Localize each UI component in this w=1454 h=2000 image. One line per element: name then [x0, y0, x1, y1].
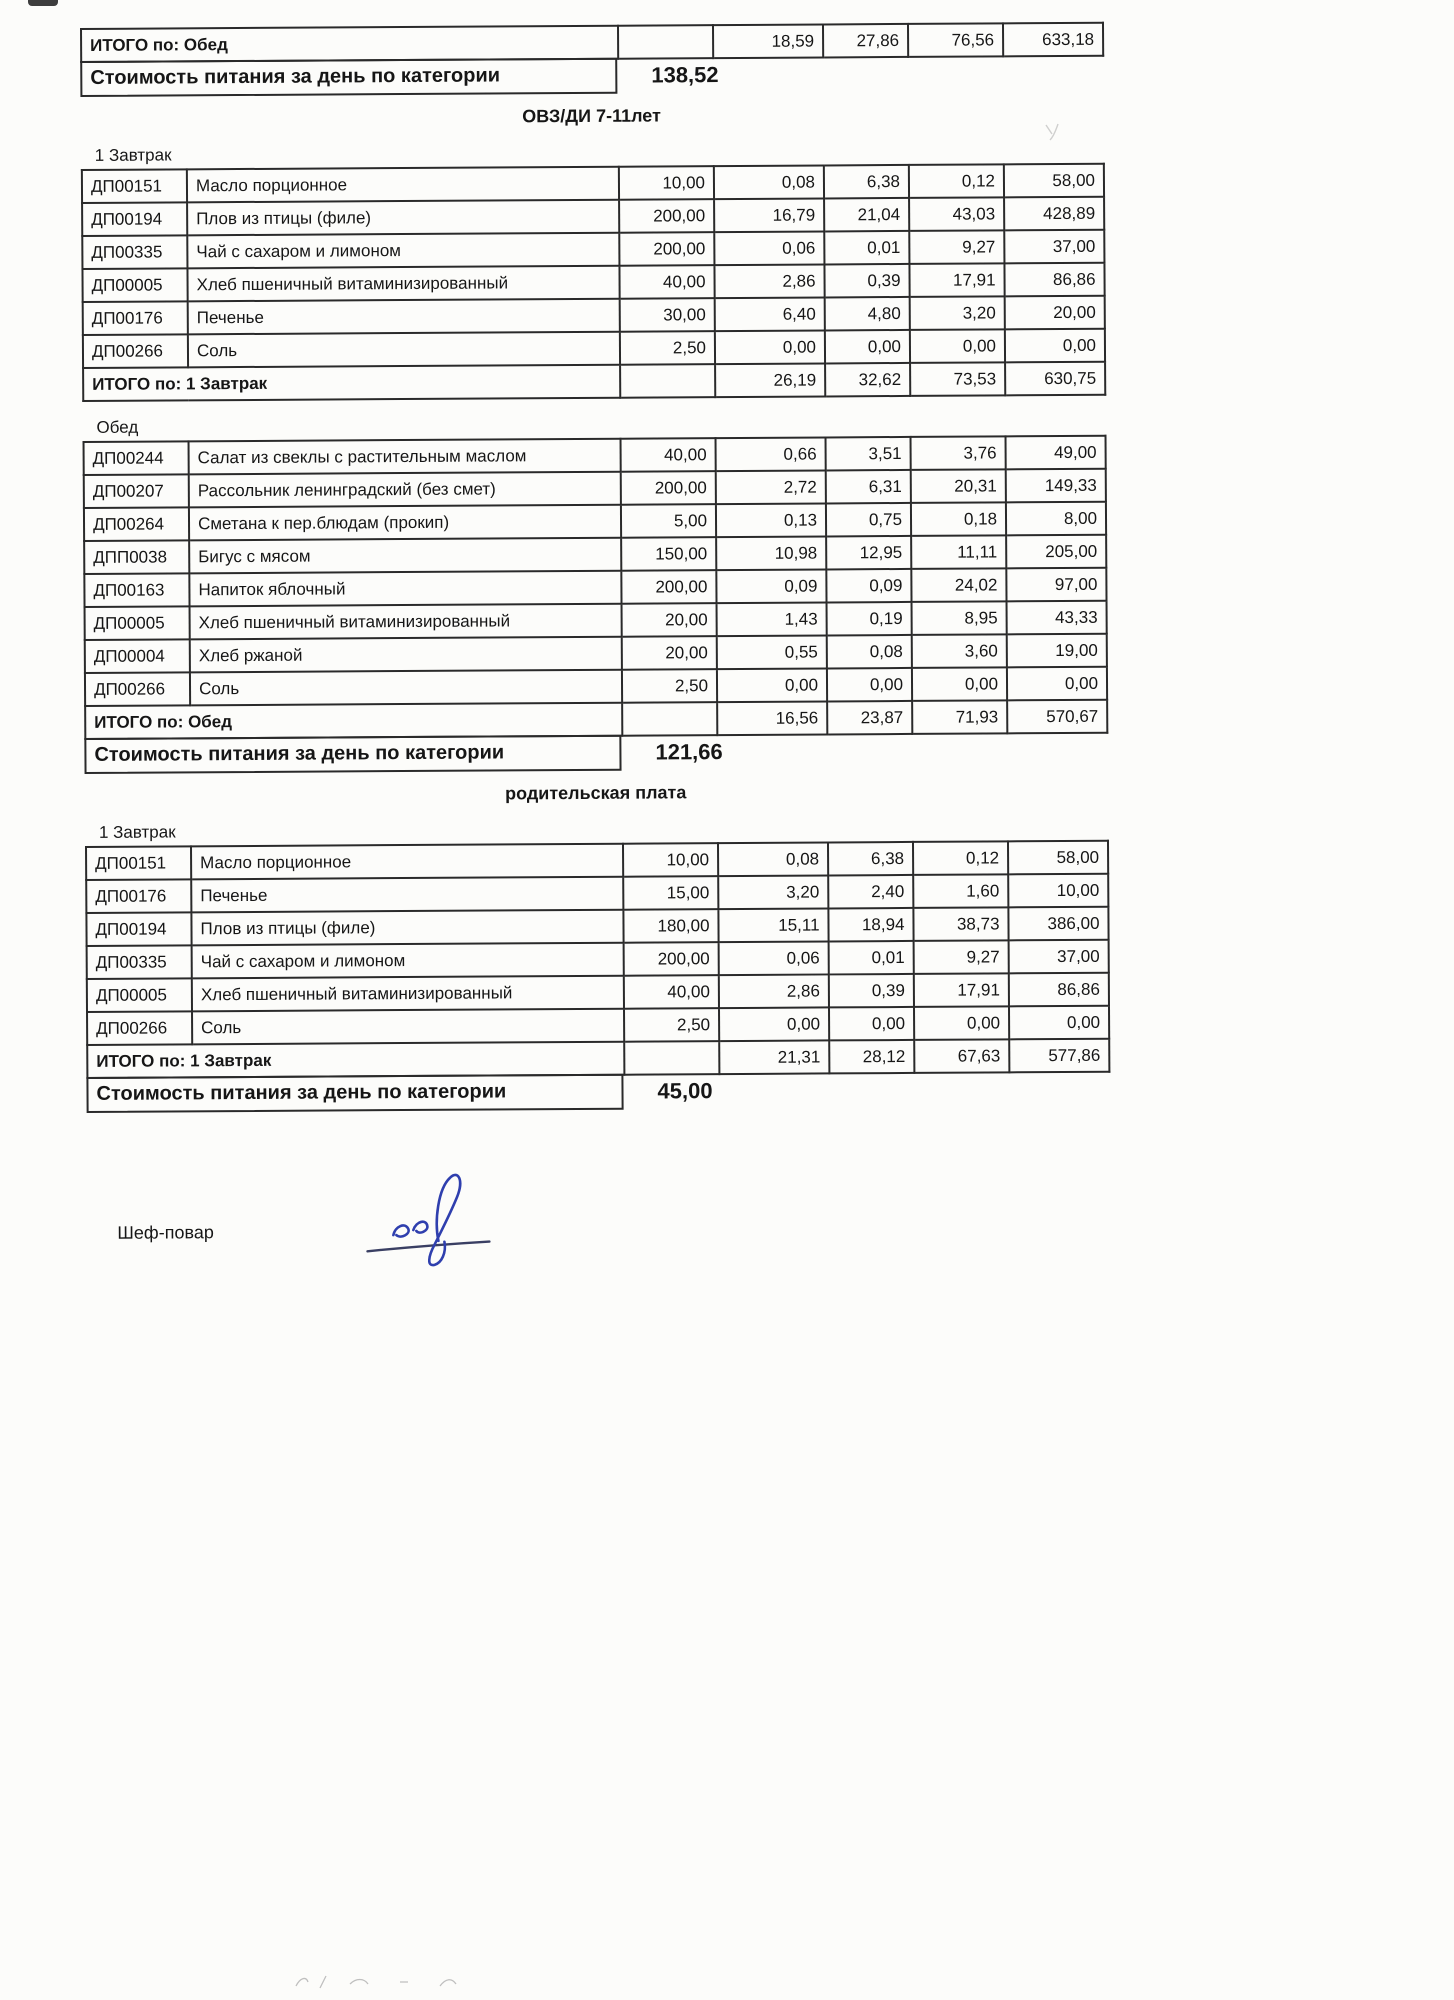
item-code: ДП00005	[87, 978, 192, 1012]
carryover-total-cost: 633,18	[1003, 23, 1103, 57]
item-carbs: 0,12	[913, 841, 1008, 875]
item-fat: 0,09	[826, 569, 911, 603]
item-name: Соль	[190, 670, 622, 706]
category-title: ОВЗ/ДИ 7-11лет	[522, 105, 661, 127]
item-code: ДП00207	[84, 474, 189, 508]
item-qty: 200,00	[621, 471, 716, 505]
item-qty: 200,00	[621, 570, 716, 604]
item-name: Соль	[192, 1009, 624, 1045]
item-protein: 3,20	[718, 875, 828, 909]
item-protein: 0,06	[714, 231, 824, 265]
carryover-total-qty-cell	[618, 25, 713, 59]
item-protein: 6,40	[715, 297, 825, 331]
day-cost-row	[86, 1071, 1108, 1113]
item-cost: 49,00	[1006, 436, 1106, 470]
item-carbs: 0,12	[909, 164, 1004, 198]
item-carbs: 3,76	[911, 436, 1006, 470]
item-protein: 2,86	[714, 264, 824, 298]
item-carbs: 3,20	[910, 296, 1005, 330]
item-protein: 0,55	[717, 635, 827, 669]
meal-total-label: ИТОГО по: 1 Завтрак	[87, 1042, 624, 1078]
item-cost: 43,33	[1007, 601, 1107, 635]
item-cost: 97,00	[1006, 568, 1106, 602]
meal-total-qty-cell	[622, 702, 717, 736]
item-name: Рассольник ленинградский (без смет)	[189, 472, 621, 508]
item-fat: 2,40	[828, 875, 913, 909]
item-carbs: 0,18	[911, 502, 1006, 536]
item-code: ДП00151	[86, 846, 191, 880]
item-qty: 20,00	[622, 603, 717, 637]
item-protein: 0,08	[718, 842, 828, 876]
meal-total-qty-cell	[624, 1041, 719, 1075]
item-protein: 10,98	[716, 536, 826, 570]
item-qty: 200,00	[619, 232, 714, 266]
meal-total-value: 630,75	[1005, 362, 1105, 396]
meal-section-breakfast	[85, 817, 1109, 1079]
item-name: Хлеб пшеничный витаминизированный	[190, 604, 622, 640]
item-code: ДПП0038	[84, 540, 189, 574]
item-protein: 1,43	[717, 602, 827, 636]
item-name: Масло порционное	[191, 844, 623, 880]
item-fat: 6,38	[828, 842, 913, 876]
item-qty: 200,00	[624, 942, 719, 976]
item-fat: 18,94	[828, 908, 913, 942]
item-protein: 0,09	[716, 569, 826, 603]
item-protein: 0,00	[717, 668, 827, 702]
item-name: Чай с сахаром и лимоном	[192, 943, 624, 979]
item-code: ДП00266	[83, 334, 188, 368]
carryover-total-label: ИТОГО по: Обед	[81, 26, 618, 62]
item-fat: 0,01	[824, 231, 909, 265]
meal-total-value: 21,31	[719, 1040, 829, 1074]
carryover-total-protein: 18,59	[713, 24, 823, 58]
meal-total-label: ИТОГО по: Обед	[85, 703, 622, 739]
item-carbs: 1,60	[913, 874, 1008, 908]
item-name: Масло порционное	[187, 167, 619, 203]
item-cost: 19,00	[1007, 634, 1107, 668]
item-fat: 21,04	[824, 198, 909, 232]
item-cost: 149,33	[1006, 469, 1106, 503]
item-qty: 40,00	[621, 438, 716, 472]
item-protein: 2,86	[719, 974, 829, 1008]
item-carbs: 0,00	[910, 329, 1005, 363]
chef-signature	[359, 1168, 520, 1274]
item-fat: 0,00	[829, 1007, 914, 1041]
item-fat: 0,19	[827, 602, 912, 636]
item-fat: 0,08	[827, 635, 912, 669]
item-fat: 6,38	[824, 165, 909, 199]
item-cost: 0,00	[1005, 329, 1105, 363]
meal-total-row	[83, 362, 1105, 401]
meal-total-value: 28,12	[829, 1040, 914, 1074]
item-cost: 86,86	[1009, 973, 1109, 1007]
item-code: ДП00005	[82, 268, 187, 302]
item-qty: 40,00	[624, 975, 719, 1009]
item-qty: 10,00	[623, 843, 718, 877]
item-code: ДП00151	[82, 169, 187, 203]
item-code: ДП00176	[83, 301, 188, 335]
meal-title: Обед	[96, 417, 139, 437]
item-name: Салат из свеклы с растительным маслом	[189, 439, 621, 475]
day-cost-label: Стоимость питания за день по категории	[86, 1074, 623, 1113]
item-fat: 3,51	[826, 437, 911, 471]
item-cost: 205,00	[1006, 535, 1106, 569]
item-name: Хлеб пшеничный витаминизированный	[192, 976, 624, 1012]
item-protein: 2,72	[716, 470, 826, 504]
item-carbs: 11,11	[911, 535, 1006, 569]
meal-total-value: 67,63	[914, 1039, 1009, 1073]
item-cost: 428,89	[1004, 197, 1104, 231]
item-name: Чай с сахаром и лимоном	[187, 233, 619, 269]
item-cost: 20,00	[1005, 296, 1105, 330]
item-qty: 2,50	[620, 331, 715, 365]
item-fat: 0,00	[825, 330, 910, 364]
meal-total-value: 570,67	[1007, 700, 1107, 734]
item-name: Хлеб ржаной	[190, 637, 622, 673]
scan-edge-artifact	[28, 0, 58, 6]
item-protein: 16,79	[714, 198, 824, 232]
meal-total-value: 23,87	[827, 701, 912, 735]
item-carbs: 24,02	[911, 568, 1006, 602]
item-fat: 6,31	[826, 470, 911, 504]
item-carbs: 17,91	[909, 263, 1004, 297]
item-code: ДП00163	[84, 573, 189, 607]
item-qty: 10,00	[619, 166, 714, 200]
item-code: ДП00335	[82, 235, 187, 269]
item-carbs: 43,03	[909, 197, 1004, 231]
item-name: Печенье	[191, 877, 623, 913]
category-title: родительская плата	[504, 782, 687, 804]
item-qty: 200,00	[619, 199, 714, 233]
item-qty: 15,00	[623, 876, 718, 910]
item-qty: 2,50	[624, 1008, 719, 1042]
meal-title: 1 Завтрак	[94, 145, 172, 165]
item-cost: 37,00	[1009, 940, 1109, 974]
item-qty: 150,00	[621, 537, 716, 571]
item-protein: 15,11	[718, 908, 828, 942]
item-cost: 10,00	[1008, 874, 1108, 908]
carryover-total-carbs: 76,56	[908, 23, 1003, 57]
meal-title: 1 Завтрак	[98, 822, 176, 842]
day-cost-row	[80, 55, 1102, 97]
item-carbs: 17,91	[914, 973, 1009, 1007]
item-code: ДП00244	[84, 441, 189, 475]
day-cost-label: Стоимость питания за день по категории	[84, 735, 621, 774]
item-cost: 0,00	[1009, 1006, 1109, 1040]
item-fat: 0,39	[829, 974, 914, 1008]
meal-total-label: ИТОГО по: 1 Завтрак	[83, 365, 620, 401]
item-carbs: 20,31	[911, 469, 1006, 503]
footer	[87, 1173, 1110, 1309]
meal-total-value: 71,93	[912, 700, 1007, 734]
item-cost: 37,00	[1004, 230, 1104, 264]
item-qty: 5,00	[621, 504, 716, 538]
item-carbs: 3,60	[912, 634, 1007, 668]
day-cost-value: 121,66	[655, 739, 723, 765]
item-code: ДП00335	[87, 945, 192, 979]
item-carbs: 9,27	[909, 230, 1004, 264]
item-qty: 180,00	[623, 909, 718, 943]
meal-total-value: 577,86	[1009, 1039, 1109, 1073]
item-name: Бигус с мясом	[189, 538, 621, 574]
item-name: Соль	[188, 332, 620, 368]
chef-label: Шеф-повар	[117, 1222, 214, 1243]
item-name: Печенье	[188, 299, 620, 335]
item-carbs: 0,00	[912, 667, 1007, 701]
item-code: ДП00194	[86, 912, 191, 946]
item-code: ДП00264	[84, 507, 189, 541]
meal-total-qty-cell	[620, 364, 715, 398]
scan-bottom-artifact	[290, 1968, 480, 1994]
item-name: Сметана к пер.блюдам (прокип)	[189, 505, 621, 541]
meal-table	[85, 840, 1110, 1079]
carryover-total-fat: 27,86	[823, 24, 908, 58]
item-code: ДП00266	[85, 672, 190, 706]
item-fat: 0,75	[826, 503, 911, 537]
item-name: Хлеб пшеничный витаминизированный	[187, 266, 619, 302]
item-cost: 86,86	[1004, 263, 1104, 297]
item-fat: 0,39	[824, 264, 909, 298]
document-content	[80, 22, 1110, 1309]
day-cost-value: 138,52	[651, 62, 719, 88]
meal-total-value: 16,56	[717, 701, 827, 735]
item-protein: 0,66	[716, 437, 826, 471]
item-carbs: 0,00	[914, 1006, 1009, 1040]
meal-table	[83, 435, 1109, 740]
item-protein: 0,00	[715, 330, 825, 364]
item-cost: 0,00	[1007, 667, 1107, 701]
item-qty: 2,50	[622, 669, 717, 703]
item-carbs: 38,73	[913, 907, 1008, 941]
item-code: ДП00266	[87, 1011, 192, 1045]
item-qty: 30,00	[620, 298, 715, 332]
meal-total-value: 73,53	[910, 362, 1005, 396]
meal-table	[81, 163, 1106, 402]
day-cost-label: Стоимость питания за день по категории	[80, 58, 617, 97]
item-qty: 20,00	[622, 636, 717, 670]
item-name: Напиток яблочный	[189, 571, 621, 607]
item-fat: 0,00	[827, 668, 912, 702]
item-protein: 0,08	[714, 165, 824, 199]
day-cost-value: 45,00	[657, 1078, 713, 1104]
meal-section-lunch	[82, 412, 1106, 740]
item-code: ДП00005	[85, 606, 190, 640]
item-carbs: 9,27	[914, 940, 1009, 974]
item-cost: 58,00	[1008, 841, 1108, 875]
item-protein: 0,06	[719, 941, 829, 975]
item-code: ДП00176	[86, 879, 191, 913]
item-qty: 40,00	[619, 265, 714, 299]
item-cost: 58,00	[1004, 164, 1104, 198]
meal-section-breakfast	[81, 140, 1105, 402]
item-code: ДП00194	[82, 202, 187, 236]
item-protein: 0,00	[719, 1007, 829, 1041]
meal-total-value: 32,62	[825, 363, 910, 397]
day-cost-row	[84, 732, 1106, 774]
item-code: ДП00004	[85, 639, 190, 673]
item-fat: 12,95	[826, 536, 911, 570]
item-carbs: 8,95	[912, 601, 1007, 635]
item-protein: 0,13	[716, 503, 826, 537]
item-fat: 4,80	[825, 297, 910, 331]
item-cost: 8,00	[1006, 502, 1106, 536]
item-name: Плов из птицы (филе)	[191, 910, 623, 946]
item-name: Плов из птицы (филе)	[187, 200, 619, 236]
item-fat: 0,01	[829, 941, 914, 975]
item-cost: 386,00	[1008, 907, 1108, 941]
meal-total-value: 26,19	[715, 363, 825, 397]
